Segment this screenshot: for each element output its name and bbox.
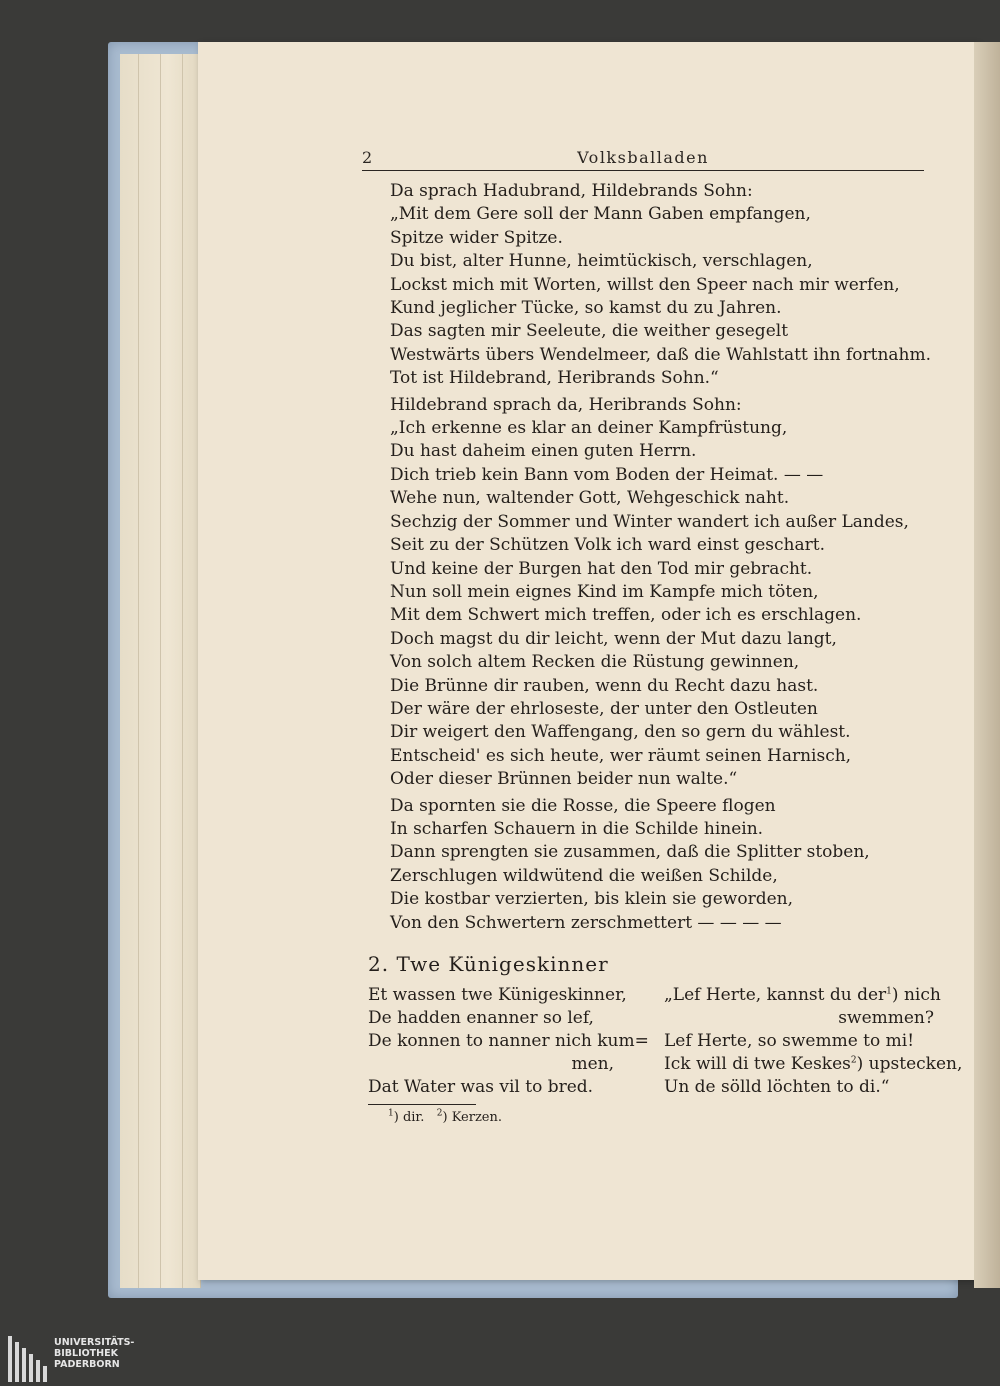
verse-line: Das sagten mir Seeleute, die weither gesegelt bbox=[390, 321, 789, 342]
verse-line-continuation: swemmen? bbox=[838, 1008, 934, 1028]
verse-line: Lef Herte, so swemme to mi! bbox=[664, 1031, 915, 1051]
verse-line: Tot ist Hildebrand, Heribrands Sohn.“ bbox=[390, 368, 719, 389]
verse-line: Spitze wider Spitze. bbox=[390, 227, 563, 248]
page-right-edge bbox=[974, 42, 1000, 1288]
verse-line: Mit dem Schwert mich treffen, oder ich es erschlagen. bbox=[390, 605, 862, 626]
ballad-text bbox=[390, 180, 950, 938]
footnote-marker: 2 bbox=[850, 1055, 857, 1066]
verse-line: Hildebrand sprach da, Heribrands Sohn: bbox=[390, 394, 742, 415]
verse-line: Dir weigert den Waffengang, den so gern du wählest. bbox=[390, 722, 851, 743]
verse-line: In scharfen Schauern in die Schilde hinein. bbox=[390, 818, 764, 839]
verse-line: Westwärts übers Wendelmeer, daß die Wahlstatt ihn fortnahm. bbox=[390, 344, 932, 365]
footnote-marker: 1 bbox=[388, 1108, 394, 1119]
verse-text: Ick will di twe Keskes bbox=[664, 1054, 851, 1074]
verse-line: Oder dieser Brünnen beider nun walte.“ bbox=[390, 769, 738, 790]
verse-line: Da spornten sie die Rosse, die Speere flogen bbox=[390, 795, 776, 816]
footnote-text: ) Kerzen. bbox=[442, 1110, 503, 1125]
verse-line: Un de sölld löchten to di.“ bbox=[664, 1077, 890, 1097]
page-header bbox=[362, 148, 924, 171]
verse-line: Du hast daheim einen guten Herrn. bbox=[390, 441, 697, 462]
verse-line: „Ich erkenne es klar an deiner Kampfrüstung, bbox=[390, 418, 788, 439]
verse-line: Doch magst du dir leicht, wenn der Mut dazu langt, bbox=[390, 628, 837, 649]
stanza bbox=[390, 795, 950, 935]
verse-line: Von solch altem Recken die Rüstung gewinnen, bbox=[390, 652, 800, 673]
section-heading bbox=[368, 952, 609, 976]
verse-line: Die Brünne dir rauben, wenn du Recht dazu hast. bbox=[390, 675, 819, 696]
verse-line: Entscheid' es sich heute, wer räumt seinen Harnisch, bbox=[390, 745, 852, 766]
verse-line: Da sprach Hadubrand, Hildebrands Sohn: bbox=[390, 181, 753, 201]
library-logo-text bbox=[54, 1337, 134, 1370]
verse-line: Sechzig der Sommer und Winter wandert ich außer Landes, bbox=[390, 511, 909, 532]
verse-line: Wehe nun, waltender Gott, Wehgeschick naht. bbox=[390, 488, 790, 509]
page-stack-edge bbox=[120, 54, 201, 1288]
verse-line: Dat Water was vil to bred. bbox=[368, 1077, 594, 1097]
verse-text: ) nich bbox=[891, 985, 941, 1005]
verse-line: Et wassen twe Künigeskinner, bbox=[368, 985, 627, 1005]
verse-line: „Mit dem Gere soll der Mann Gaben empfangen, bbox=[390, 204, 811, 225]
footnote-rule bbox=[368, 1104, 476, 1105]
verse-line: Kund jeglicher Tücke, so kamst du zu Jahren. bbox=[390, 298, 782, 319]
footnote-text: ) dir. bbox=[393, 1110, 425, 1125]
verse-line bbox=[664, 1053, 963, 1076]
logo-line: BIBLIOTHEK bbox=[54, 1348, 118, 1359]
poem-left-column bbox=[368, 984, 649, 1099]
page-number: 2 bbox=[362, 148, 373, 167]
logo-line: PADERBORN bbox=[54, 1359, 120, 1370]
verse-line bbox=[664, 984, 941, 1007]
footnote-marker: 2 bbox=[436, 1108, 443, 1119]
section-number: 2. bbox=[368, 952, 390, 976]
stanza bbox=[390, 394, 950, 792]
logo-line: UNIVERSITÄTS- bbox=[54, 1337, 135, 1348]
verse-line: Lockst mich mit Worten, willst den Speer nach mir werfen, bbox=[390, 274, 900, 295]
verse-text: „Lef Herte, kannst du der bbox=[664, 985, 887, 1005]
verse-line: Nun soll mein eignes Kind im Kampfe mich töten, bbox=[390, 581, 819, 602]
running-title: Volksballaden bbox=[577, 148, 709, 167]
footnotes bbox=[388, 1110, 502, 1125]
verse-line: Von den Schwertern zerschmettert — — — — bbox=[390, 912, 782, 933]
verse-line: De konnen to nanner nich kum= bbox=[368, 1031, 649, 1051]
verse-line: Seit zu der Schützen Volk ich ward einst geschart. bbox=[390, 535, 825, 556]
footnote-marker: 1 bbox=[886, 986, 892, 997]
verse-line: De hadden enanner so lef, bbox=[368, 1008, 594, 1028]
poem-right-column bbox=[664, 984, 963, 1099]
verse-line: Zerschlugen wildwütend die weißen Schilde, bbox=[390, 865, 778, 886]
verse-line: Und keine der Burgen hat den Tod mir gebracht. bbox=[390, 558, 813, 579]
verse-line: Der wäre der ehrloseste, der unter den Ostleuten bbox=[390, 698, 818, 719]
verse-line: Dann sprengten sie zusammen, daß die Splitter stoben, bbox=[390, 842, 870, 863]
verse-text: ) upstecken, bbox=[856, 1054, 963, 1074]
verse-line: Dich trieb kein Bann vom Boden der Heimat. — — bbox=[390, 464, 824, 485]
stanza bbox=[390, 180, 950, 391]
library-logo-bars-icon bbox=[8, 1336, 48, 1382]
section-title: Twe Künigeskinner bbox=[396, 952, 609, 976]
verse-line: Die kostbar verzierten, bis klein sie geworden, bbox=[390, 889, 794, 910]
verse-line: Du bist, alter Hunne, heimtückisch, verschlagen, bbox=[390, 251, 813, 272]
verse-line-continuation: men, bbox=[571, 1054, 614, 1074]
library-logo bbox=[8, 1336, 158, 1382]
